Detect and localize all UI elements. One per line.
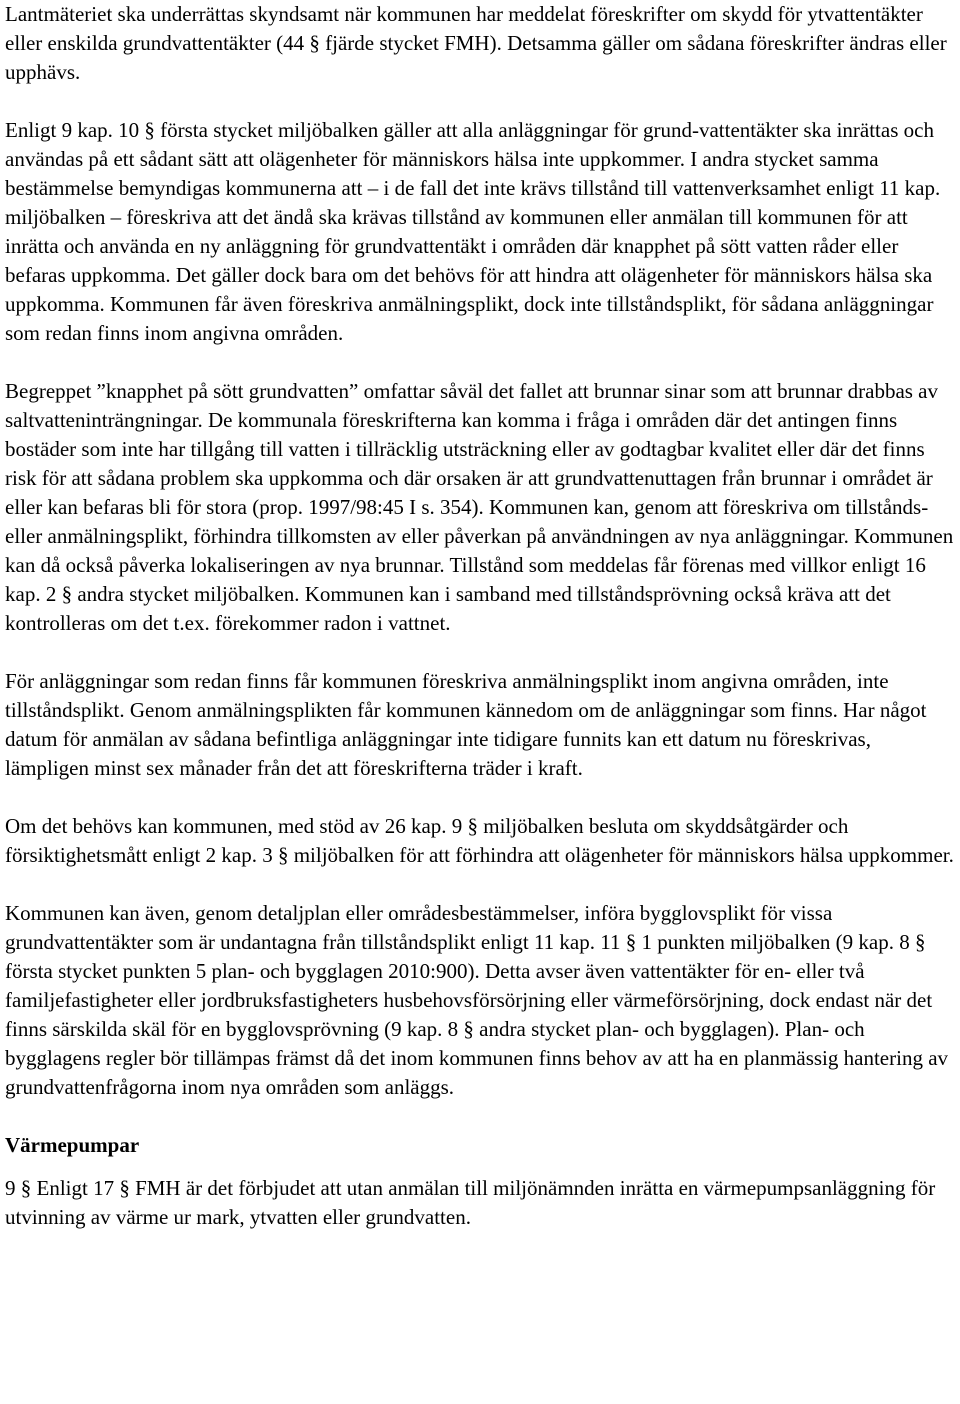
paragraph-skyddsatgarder: Om det behövs kan kommunen, med stöd av 26 kap. 9 § miljöbalken besluta om skyddsåtgärder och försiktighetsmått enligt 2 kap. 3 § miljöbalken för att förhindra att olägenheter för människors hälsa uppkommer. [5,814,954,867]
section-heading-varmepumpar: Värmepumpar [5,1133,140,1157]
paragraph-begreppet-knapphet: Begreppet ”knapphet på sött grundvatten” omfattar såväl det fallet att brunnar sinar som att brunnar drabbas av saltvatteninträngningar. De kommunala föreskrifterna kan komma i fråga i områden där det antingen finns bostäder som inte har tillgång till vatten i tillräcklig utsträckning eller av godtagbar kvalitet eller där det finns risk för att sådana problem ska uppkomma och där orsaken är att grundvattenuttagen från brunnar i området är eller kan befaras bli för stora (prop. 1997/98:45 I s. 354). Kommunen kan, genom att föreskriva om tillstånds- eller anmälningsplikt, förhindra tillkomsten av eller påverkan på användningen av nya anläggningar. Kommunen kan då också påverka lokaliseringen av nya brunnar. Tillstånd som meddelas får förenas med villkor enligt 16 kap. 2 § andra stycket miljöbalken. Kommunen kan i samband med tillståndsprövning också kräva att det kontrolleras om det t.ex. förekommer radon i vattnet. [5,379,954,635]
paragraph-lantmateriet: Lantmäteriet ska underrättas skyndsamt när kommunen har meddelat föreskrifter om skydd för ytvattentäkter eller enskilda grundvattentäkter (44 § fjärde stycket FMH). Detsamma gäller om sådana föreskrifter ändras eller upphävs. [5,2,947,84]
paragraph-gap [5,87,955,116]
paragraph-gap [5,348,955,377]
paragraph-gap [5,870,955,899]
paragraph-gap [5,1102,955,1131]
paragraph-varmepumpar: 9 § Enligt 17 § FMH är det förbjudet att utan anmälan till miljönämnden inrätta en värmepumpsanläggning för utvinning av värme ur mark, ytvatten eller grundvatten. [5,1176,936,1229]
paragraph-gap [5,638,955,667]
paragraph-befintliga-anlaggningar: För anläggningar som redan finns får kommunen föreskriva anmälningsplikt inom angivna områden, inte tillståndsplikt. Genom anmälningsplikten får kommunen kännedom om de anläggningar som finns. Har något datum för anmälan av sådana befintliga anläggningar inte tidigare funnits kan ett datum nu föreskrivas, lämpligen minst sex månader från det att föreskrifterna träder i kraft. [5,669,927,780]
heading-gap [5,1160,955,1174]
paragraph-gap [5,783,955,812]
paragraph-bygglovsplikt: Kommunen kan även, genom detaljplan eller områdesbestämmelser, införa bygglovsplikt för vissa grundvattentäkter som är undantagna från tillståndsplikt enligt 11 kap. 11 § 1 punkten miljöbalken (9 kap. 8 § första stycket punkten 5 plan- och bygglagen 2010:900). Detta avser även vattentäkter för en- eller två familjefastigheter eller jordbruksfastigheters husbehovsförsörjning eller värmeförsörjning, dock endast när det finns särskilda skäl för en bygglovsprövning (9 kap. 8 § andra stycket plan- och bygglagen). Plan- och bygglagens regler bör tillämpas främst då det inom kommunen finns behov av att ha en planmässig hantering av grundvattenfrågorna inom nya områden som anläggs. [5,901,949,1099]
paragraph-enligt-9-kap-10: Enligt 9 kap. 10 § första stycket miljöbalken gäller att alla anläggningar för grund-vattentäkter ska inrättas och användas på ett sådant sätt att olägenheter för människors hälsa inte uppkommer. I andra stycket samma bestämmelse bemyndigas kommunerna att – i de fall det inte krävs tillstånd till vattenverksamhet enligt 11 kap. miljöbalken – föreskriva att det ändå ska krävas tillstånd av kommunen eller anmälan till kommunen för att inrätta och använda en ny anläggning för grundvattentäkt i områden där knapphet på sött vatten råder eller befaras uppkomma. Det gäller dock bara om det behövs för att hindra att olägenheter för människors hälsa ska uppkomma. Kommunen får även föreskriva anmälningsplikt, dock inte tillståndsplikt, för sådana anläggningar som redan finns inom angivna områden. [5,118,941,345]
document-page [5,0,955,1232]
